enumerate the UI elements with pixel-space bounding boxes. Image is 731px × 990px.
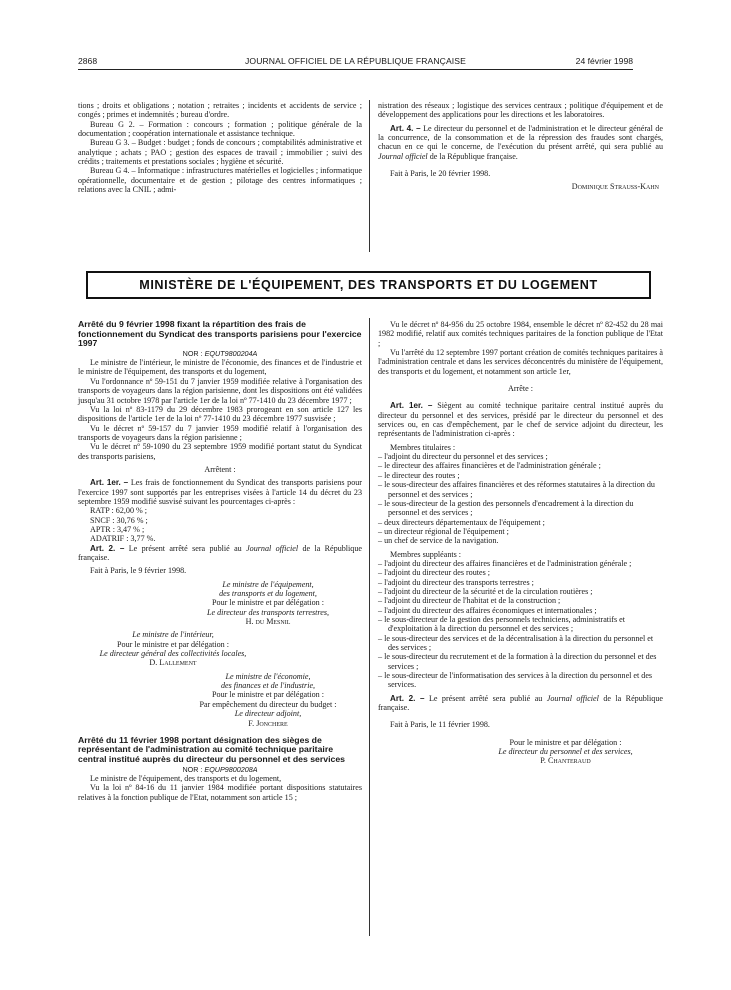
delegation-line: Pour le ministre et par délégation :	[212, 690, 324, 700]
list-item: – l'adjoint du directeur des transports terrestres ;	[378, 577, 534, 587]
signatory-title: des transports et du logement,	[219, 589, 317, 599]
titulaires-list	[378, 452, 663, 545]
signature-block-economie	[173, 672, 363, 728]
page-number: 2868	[78, 56, 98, 66]
paragraph: Le ministre de l'équipement, des transports et du logement,	[90, 773, 282, 783]
nor-label: NOR :	[182, 348, 205, 358]
column-divider	[369, 318, 370, 936]
list-item: – l'adjoint du directeur du personnel et des services ;	[378, 452, 548, 462]
article-text: Le présent arrêté sera publié au	[124, 543, 247, 553]
lower-right-column	[378, 320, 663, 766]
list-item: – un directeur régional de l'équipement ;	[378, 526, 509, 536]
paragraph: Bureau G 4. – Informatique : infrastructures matérielles et logicielles ; informatique opérationnelle, documentaire et de gestion ; pilotage des centres informatiques ; relations avec la CNIL ; admi-	[78, 166, 362, 195]
paragraph: Vu l'arrêté du 12 septembre 1997 portant création de comités techniques paritaires à l'administration centrale et dans les services déconcentrés du ministère de l'équipement, des transports et du logement, et notamment son article 1er,	[378, 348, 663, 376]
article-label: Art. 1er. –	[390, 401, 433, 411]
journal-officiel-ref: Journal officiel	[546, 693, 599, 703]
page-header	[78, 56, 633, 70]
paragraph: Vu la loi nº 83-1179 du 29 décembre 1983 prorogeant en son article 127 les dispositions de l'article 1er de la loi nº 77-1410 du 23 décembre 1977 susvisée ;	[78, 404, 362, 424]
share-item: ADATRIF : 3,77 %.	[90, 534, 156, 544]
signatory-title: Le ministre de l'intérieur,	[132, 630, 214, 640]
list-item: – le directeur des affaires financières et de l'administration générale ;	[378, 461, 601, 471]
article-label: Art. 2. –	[90, 543, 125, 553]
titulaires-heading: Membres titulaires :	[390, 442, 456, 452]
paragraph: Vu le décret nº 84-956 du 25 octobre 1984, ensemble le décret nº 82-452 du 28 mai 1982 modifié, relatif aux comités techniques paritaires de la fonction publique de l'Etat ;	[378, 320, 663, 348]
list-item: – le sous-directeur de la gestion des personnels techniciens, administratifs et d'exploitation à la direction du personnel et des services ;	[378, 614, 626, 634]
signature-block-personnel	[468, 738, 663, 766]
arretent: Arrêtent :	[204, 464, 236, 474]
paragraph: Le ministre de l'intérieur, le ministre de l'économie, des finances et de l'industrie et le ministre de l'équipement, des transports et du logement,	[78, 358, 362, 377]
paragraph: Vu le décret nº 59-157 du 7 janvier 1959 modifié relatif à l'organisation des transports de voyageurs dans la région parisienne ;	[78, 423, 362, 442]
article-label: Art. 4. –	[390, 123, 421, 133]
signature: Dominique Strauss-Kahn	[571, 182, 659, 192]
paragraph: Bureau G 2. – Formation : concours ; formation ; politique générale de la documentation ; coopération internationale et assistance technique.	[78, 119, 362, 139]
nor-code: EQUT9800204A	[204, 348, 258, 358]
paragraph: tions ; droits et obligations ; notation ; retraites ; incidents et accidents de service ; congés ; primes et indemnités ; bureau d'ordre.	[78, 101, 362, 120]
list-item: – le sous-directeur de la gestion des personnels d'encadrement à la direction du personnel et des services ;	[378, 498, 634, 518]
delegation-line: Pour le ministre et par délégation :	[212, 598, 324, 608]
header-rule	[78, 69, 633, 70]
publication-date: 24 février 1998	[575, 56, 633, 66]
fait-a-paris: Fait à Paris, le 20 février 1998.	[390, 169, 491, 179]
column-divider	[369, 100, 370, 252]
list-item: – l'adjoint du directeur des routes ;	[378, 568, 491, 578]
article-label: Art. 1er. –	[90, 478, 129, 488]
signatory-title: Le ministre de l'équipement,	[222, 579, 314, 589]
top-right-column	[378, 101, 663, 192]
suppleants-heading: Membres suppléants :	[390, 549, 462, 559]
nor-code: EQUP9800208A	[204, 764, 258, 774]
journal-title: JOURNAL OFFICIEL DE LA RÉPUBLIQUE FRANÇAISE	[245, 56, 466, 66]
article-text: Siègent au comité technique paritaire central institué auprès du directeur du personnel et des services, présidé par le directeur du personnel et des services ou, en cas d'empêchement, par le chef de service adjoint du directeur, les représentants de l'administration ci-après :	[378, 401, 663, 439]
arrete-heading: Arrête :	[508, 384, 533, 394]
article-label: Art. 2. –	[390, 693, 425, 703]
signatory-name: F. Jonchere	[248, 718, 288, 728]
list-item: – le sous-directeur des affaires financières et des réformes statutaires à la direction du personnel et des services ;	[378, 480, 655, 499]
list-item: – l'adjoint du directeur de la sécurité et de la circulation routières ;	[378, 586, 593, 596]
nor-reference	[78, 349, 362, 358]
article-text-end: de la République française.	[78, 543, 362, 562]
signatory-role: Le directeur des transports terrestres,	[206, 607, 330, 617]
signatory-role: Le directeur adjoint,	[234, 709, 302, 719]
article-text: Le présent arrêté sera publié au	[424, 693, 547, 703]
list-item: – l'adjoint du directeur des affaires économiques et internationales ;	[378, 605, 597, 615]
article-4	[378, 124, 663, 161]
signatory-name: P. Chanteraud	[540, 756, 591, 766]
top-left-column	[78, 101, 362, 194]
list-item: – le sous-directeur de l'informatisation des services à la direction du personnel et des services.	[378, 671, 653, 690]
delegation-line: Pour le ministre et par délégation :	[509, 737, 622, 747]
nor-label: NOR :	[182, 764, 205, 774]
signatory-role: Le directeur général des collectivités locales,	[99, 649, 247, 659]
list-item: – l'adjoint du directeur des affaires financières et de l'administration générale ;	[378, 558, 632, 568]
fait-a-paris: Fait à Paris, le 9 février 1998.	[90, 566, 187, 576]
suppleants-list	[378, 559, 663, 690]
signatory-name: H. du Mesnil	[245, 617, 291, 627]
lower-left-column	[78, 320, 362, 802]
fait-a-paris: Fait à Paris, le 11 février 1998.	[390, 720, 490, 730]
paragraph: nistration des réseaux ; logistique des services centraux ; politique d'équipement et de développement des applications pour les directions et les laboratoires.	[378, 101, 663, 120]
signature-block-equipement	[173, 580, 363, 627]
signatory-title: Le ministre de l'économie,	[225, 671, 311, 681]
share-item: RATP : 62,00 % ;	[90, 506, 148, 516]
list-item: – le directeur des routes ;	[378, 470, 460, 480]
article-text: Les frais de fonctionnement du Syndicat des transports parisiens pour l'exercice 1997 sont supportés par les entreprises visées à l'article 14 du décret du 23 septembre 1959 modifié susvisé suivant les pourcentages ci-après :	[78, 478, 362, 506]
delegation-line: Pour le ministre et par délégation :	[117, 639, 229, 649]
share-item: APTR : 3,47 % ;	[90, 524, 145, 534]
list-item: – le sous-directeur du recrutement et de la formation à la direction du personnel et des services ;	[378, 652, 657, 671]
signatory-role: Le directeur du personnel et des services,	[498, 747, 633, 757]
arrete-title: Arrêté du 9 février 1998 fixant la répartition des frais de fonctionnement du Syndicat des transports parisiens pour l'exercice 1997	[78, 319, 362, 349]
article-text: Le directeur du personnel et de l'administration et le directeur général de la concurrence, de la consommation et de la répression des fraudes sont chargés, chacun en ce qui le concerne, de l'exécution du présent arrêté, qui sera publié au	[378, 123, 663, 152]
delegation-line: Par empêchement du directeur du budget :	[199, 699, 337, 709]
article-2	[378, 694, 663, 713]
signatory-title: des finances et de l'industrie,	[220, 681, 316, 691]
arrete-title: Arrêté du 11 février 1998 portant désignation des sièges de représentant de l'administration au comité technique paritaire central institué auprès du directeur du personnel et des services	[78, 734, 345, 765]
article-1	[378, 401, 663, 438]
paragraph: Vu la loi nº 84-16 du 11 janvier 1984 modifiée portant dispositions statutaires relatives à la fonction publique de l'Etat, notamment son article 15 ;	[78, 783, 362, 802]
list-item: – un chef de service de la navigation.	[378, 536, 499, 546]
article-text-end: de la République française.	[427, 151, 518, 161]
paragraph: Bureau G 3. – Budget : budget ; fonds de concours ; comptabilités administrative et analytique ; achats ; PAO ; gestion des espaces de travail ; immobilier ; suivi des crédits ; traitements et prestations sociales ; hygiène et sécurité.	[78, 138, 362, 167]
paragraph: Vu l'ordonnance nº 59-151 du 7 janvier 1959 modifiée relative à l'organisation des transports de voyageurs dans la région parisienne, dont les dispositions ont été validées jusqu'au 31 octobre 1978 par l'article 1er de la loi nº 77-1410 du 23 décembre 1977 ;	[78, 376, 362, 405]
ministry-banner-text: MINISTÈRE DE L'ÉQUIPEMENT, DES TRANSPORTS ET DU LOGEMENT	[139, 278, 598, 292]
share-item: SNCF : 30,76 % ;	[90, 515, 148, 525]
article-2	[78, 544, 362, 563]
nor-reference	[78, 765, 362, 774]
signatory-name: D. Lallement	[149, 658, 197, 668]
article-text-end: de la République française.	[378, 693, 663, 713]
signature-block-interieur	[78, 630, 268, 667]
list-item: – le sous-directeur des services et de la décentralisation à la direction du personnel et des services ;	[378, 633, 654, 652]
article-1	[78, 478, 362, 506]
list-item: – deux directeurs départementaux de l'équipement ;	[378, 517, 545, 527]
paragraph: Vu le décret nº 59-1090 du 23 septembre 1959 modifié portant statut du Syndicat des transports parisiens,	[78, 442, 362, 461]
list-item: – l'adjoint du directeur de l'habitat et de la construction ;	[378, 596, 561, 606]
ministry-banner	[86, 271, 651, 299]
journal-officiel-ref: Journal officiel	[378, 151, 428, 161]
journal-officiel-ref: Journal officiel	[246, 543, 299, 553]
